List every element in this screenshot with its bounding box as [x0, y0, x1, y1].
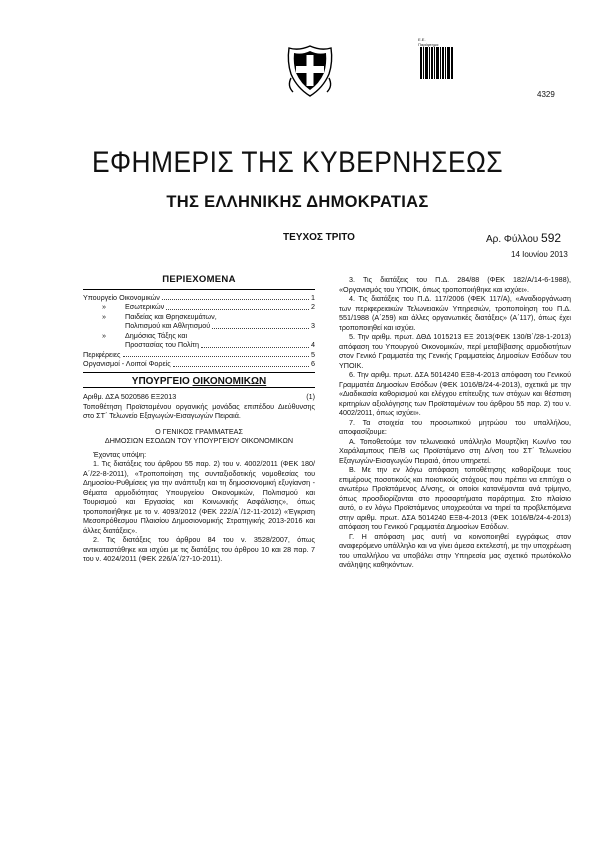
sheet-label: Αρ. Φύλλου — [486, 234, 539, 245]
decree-paragraph: 3. Τις διατάξεις του Π.Δ. 284/88 (ΦΕΚ 182/Α/14-6-1988), «Οργανισμός του ΥΠΟΙΚ, όπως τροποποιήθηκε και ισχύει». — [339, 275, 571, 294]
decree-subject: Τοποθέτηση Προϊσταμένου οργανικής μονάδας επιπέδου Διεύθυνσης στο ΣΤ΄ Τελωνείο Εξαγωγών-Εισαγωγών Πειραιά. — [83, 401, 315, 420]
toc-leader — [201, 340, 309, 348]
decree-paragraph: 1. Τις διατάξεις του άρθρου 55 παρ. 2) του ν. 4002/2011 (ΦΕΚ 180/Α΄/22-8-2011), «Τροποποίηση της συνταξιοδοτικής νομοθεσίας του Δημοσίου-Ρυθμίσεις για την ανάπτυξη και τη δημοσιονομική εξυγίανση - Θέματα αρμοδιότητας Υπουργείου Οικονομικών, Πολιτισμού και Τουρισμού και Εργασίας και Κοινωνικής Ασφάλισης», όπως τροποποιήθηκε με το ν. 4093/2012 (ΦΕΚ 222/Α΄/12-11-2012) «Έγκριση Μεσοπρόθεσμου Πλαισίου Δημοσιονομικής Στρατηγικής 2013-2016 και άλλες διατάξεις». — [83, 459, 315, 535]
decree-intro: Έχοντας υπόψη: — [93, 449, 147, 459]
decree-paragraph: 4. Τις διατάξεις του Π.Δ. 117/2006 (ΦΕΚ 117/Α), «Αναδιοργάνωση των περιφερειακών Τελωνειακών Υπηρεσιών, τροποποίηση του Π.Δ. 551/1988 (Α΄259) και άλλες οργανωτικές διατάξεις» (Α΄117), όπως έχει τροποποιηθεί και ισχύει. — [339, 294, 571, 332]
contents-title: ΠΕΡΙΕΧΟΜΕΝΑ — [162, 274, 236, 285]
toc-leader — [212, 321, 309, 329]
issue-date: 14 Ιουνίου 2013 — [511, 250, 568, 259]
toc-label: Υπουργείο Οικονομικών — [83, 292, 160, 302]
publisher-line: Παράρτημα — [418, 42, 439, 47]
toc-row[interactable] — [83, 321, 315, 331]
toc-label: Περιφέρειες — [83, 349, 121, 359]
toc-label: » Εσωτερικών — [102, 302, 165, 311]
right-column — [339, 275, 571, 570]
decree-paragraph: 7. Τα στοιχεία του προσωπικού μητρώου του υπαλλήλου, αποφασίζουμε: — [339, 417, 571, 436]
toc-page: 5 — [311, 349, 315, 359]
toc-label: Προστασίας του Πολίτη — [125, 340, 199, 349]
toc-label: » Δημόσιας Τάξης και — [102, 330, 188, 340]
decree-header — [83, 392, 315, 402]
decree-number: Αριθμ. ΔΣΑ 5020586 ΕΞ2013 — [83, 392, 177, 401]
divider — [83, 372, 315, 373]
divider — [83, 289, 315, 290]
toc-leader — [123, 350, 309, 358]
toc-label: Πολιτισμού και Αθλητισμού — [125, 321, 211, 330]
toc-row[interactable] — [83, 293, 315, 303]
gazette-subtitle: ΤΗΣ ΕΛΛΗΝΙΚΗΣ ΔΗΜΟΚΡΑΤΙΑΣ — [166, 193, 429, 211]
toc-page: 4 — [311, 340, 315, 349]
publisher-line: Ε.Ε. — [418, 37, 426, 42]
sheet-number: 592 — [541, 231, 562, 245]
decree-marker: (1) — [306, 392, 315, 401]
issue-type: ΤΕΥΧΟΣ ΤΡΙΤΟ — [283, 232, 355, 243]
toc-page: 3 — [311, 321, 315, 330]
toc-label: Οργανισμοί - Λοιποί Φορείς — [83, 359, 171, 368]
toc-leader — [173, 359, 309, 367]
decree-paragraph: Β. Με την εν λόγω απόφαση τοποθέτησης καθορίζουμε τους επιμέρους ποσοτικούς και ποιοτικούς στόχους που πρέπει να επιτύχει ο ανωτέρω Προϊστάμενος Δ/νσης, οι οποίοι κατανέμονται ανά τρίμηνο, όπως προσδιορίζονται στο προσαρτήματα παράρτημα. Στο πλαίσιο αυτό, ο εν λόγω Προϊστάμενος υποχρεούται να τηρεί τα προβλεπόμενα στην αριθμ. πρωτ. ΔΣΑ 5014240 ΕΞ8-4-2013 (ΦΕΚ 1016/Β/24-4-2013) απόφαση του Γενικού Γραμματέα Δημοσίων Εσόδων. — [339, 465, 571, 531]
decree-authority: Ο ΓΕΝΙΚΟΣ ΓΡΑΜΜΑΤΕΑΣ ΔΗΜΟΣΙΩΝ ΕΣΟΔΩΝ ΤΟΥ ΥΠΟΥΡΓΕΙΟΥ ΟΙΚΟΝΟΜΙΚΩΝ — [104, 426, 294, 445]
toc-row[interactable] — [83, 350, 315, 360]
decree-paragraph: 6. Την αριθμ. πρωτ. ΔΣΑ 5014240 ΕΞ8-4-2013 απόφαση του Γενικού Γραμματέα Δημοσίων Εσόδων (ΦΕΚ 1016/Β/24-4-2013), σχετικά με την «Διαδικασία καθορισμού και ελέγχου επίτευξης των στόχων και θέσπιση κριτηρίων αξιολόγησης των Προϊσταμένων του άρθρου 55 παρ. 2) του ν. 4002/2011, όπως ισχύει». — [339, 370, 571, 417]
toc-page: 1 — [311, 292, 315, 302]
page-number: 4329 — [537, 90, 555, 99]
publisher-info — [418, 37, 472, 47]
greek-coat-of-arms-emblem — [285, 42, 335, 98]
decree-paragraph: 5. Την αριθμ. πρωτ. ΔΘΔ 1015213 ΕΞ 2013(ΦΕΚ 130/Β΄/28-1-2013) απόφαση του Υπουργού Οικονομικών, περί μεταβίβασης αρμοδιοτήτων στον Γενικό Γραμματέα της Γενικής Γραμματείας Δημοσίων Εσόδων του ΥΠΟΙΚ. — [339, 332, 571, 370]
toc-row[interactable] — [83, 331, 315, 341]
decree-paragraph: Α. Τοποθετούμε τον τελωνειακό υπάλληλο Μουρτζίκη Κων/νο του Χαράλαμπους ΠΕ/Β ως Προϊστάμενο στη Δ/νση του ΣΤ΄ Τελωνείου Εξαγωγών-Εισαγωγών Πειραιά, όπου υπηρετεί. — [339, 436, 571, 465]
divider — [83, 387, 315, 388]
toc-row[interactable] — [83, 359, 315, 369]
toc-label: » Παιδείας και Θρησκευμάτων, — [102, 311, 217, 321]
gazette-title: ΕΦΗΜΕΡΙΣ ΤΗΣ ΚΥΒΕΡΝΗΣΕΩΣ — [91, 146, 504, 179]
toc-row[interactable] — [83, 302, 315, 312]
left-column — [83, 275, 315, 564]
publication-barcode — [420, 47, 454, 79]
decree-paragraph: Γ. Η απόφαση μας αυτή να κοινοποιηθεί εγγράφως στον αναφερόμενο υπάλληλο και να γίνει άμεσα εκτελεστή, με την υποχρέωση του υπαλλήλου να υποβάλει στην Υπηρεσία μας σχετικό πρωτόκολλο ανάληψης καθηκόντων. — [339, 531, 571, 569]
toc-page: 6 — [311, 359, 315, 368]
toc-leader — [162, 293, 309, 301]
decree-paragraph: 2. Τις διατάξεις του άρθρου 84 του ν. 3528/2007, όπως αντικαταστάθηκε και ισχύει με τις διατάξεις του άρθρου 10 και 28 παρ. 7 του ν. 4024/2011 (ΦΕΚ 226/Α΄/27-10-2011). — [83, 535, 315, 563]
sheet-number-label — [486, 231, 561, 245]
toc-leader — [166, 302, 309, 310]
toc-row[interactable] — [83, 340, 315, 350]
toc-page: 2 — [311, 302, 315, 311]
toc-row[interactable] — [83, 312, 315, 322]
ministry-heading: ΥΠΟΥΡΓΕΙΟ ΟΙΚΟΝΟΜΙΚΩΝ — [131, 375, 267, 387]
